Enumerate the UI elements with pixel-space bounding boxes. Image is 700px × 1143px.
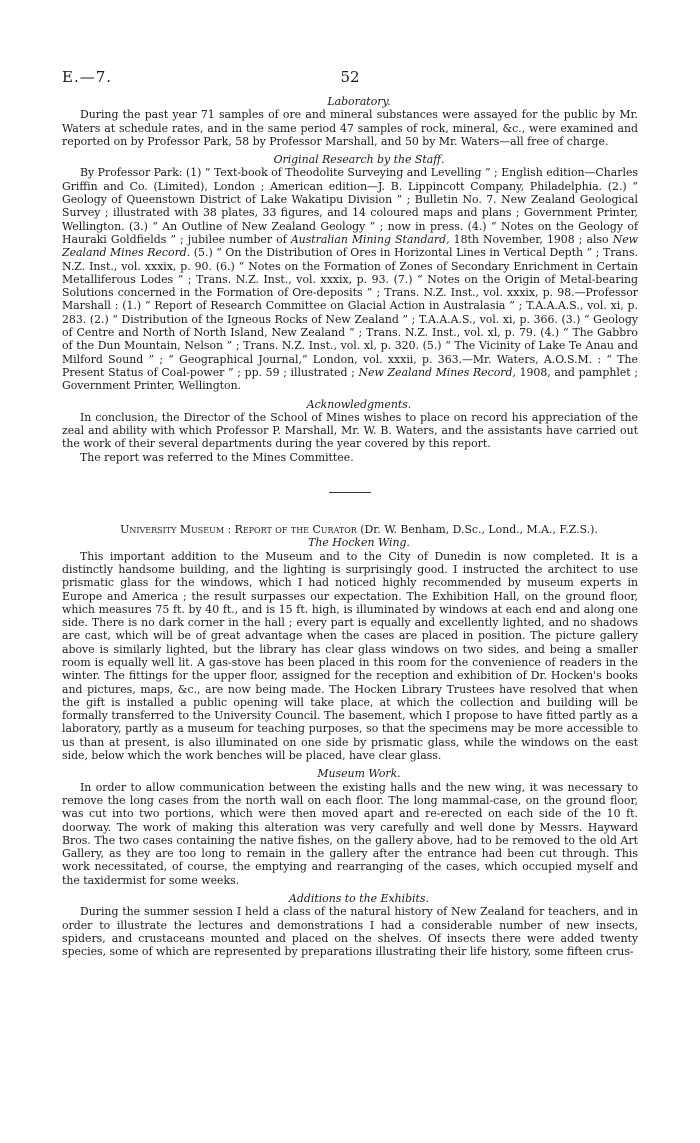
laboratory-heading: Laboratory.	[327, 95, 391, 108]
research-heading: Original Research by the Staff.	[273, 153, 445, 167]
hocken-wing-heading: The Hocken Wing.	[308, 536, 410, 550]
laboratory-paragraph: During the past year 71 samples of ore and mineral substances were assayed for the public by Mr. Waters at schedule rates, and in the same period 47 samples of rock, mineral, &c., were examined and reported on by Professor Park, 58 by Professor Marshall, and 50 by Mr. Waters—all free of charge.	[62, 108, 638, 148]
museum-report-title: University Museum : Report of the Curator (Dr. W. Benham, D.Sc., Lond., M.A., F.Z.S.).	[120, 523, 598, 537]
committee-paragraph: The report was referred to the Mines Committee.	[80, 450, 354, 464]
hocken-wing-paragraph: This important addition to the Museum and to the City of Dunedin is now completed. It is a distinctly handsome building, and the lighting is surprisingly good. I instructed the architect to use prismatic glass for the windows, which I had noticed highly recommended by museum experts in Europe and America ; the result surpasses our expectation. The Exhibition Hall, on the ground floor, which measures 75 ft. by 40 ft., and is 15 ft. high, is illuminated by windows at each end and along one side. There is no dark corner in the hall ; every part is equally and excellently lighted, and no shadows are cast, which will be of great advantage when the cases are placed in position. The picture gallery above is similarly lighted, but the library has clear glass windows on two sides, and being a smaller room is equally well lit. A gas-stove has been placed in this room for the convenience of readers in the winter. The fittings for the upper floor, assigned for the reception and exhibition of Dr. Hocken's books and pictures, maps, &c., are now being made. The Hocken Library Trustees have resolved that when the gift is installed a public opening will take place, at which the collection and building will be formally transferred to the University Council. The basement, which I propose to have fitted partly as a laboratory, partly as a museum for teaching purposes, so that the specimens may be more accessible to us than at present, is also illuminated on one side by prismatic glass, while the windows on the east side, below which the work benches will be placed, have clear glass.	[62, 549, 638, 763]
report-code: E.—7.	[62, 68, 113, 86]
page-number: 52	[340, 68, 360, 86]
museum-work-paragraph: In order to allow communication between the existing halls and the new wing, it was necessary to remove the long cases from the north wall on each floor. The long mammal-case, on the ground floor, was cut into two portions, which were then moved apart and re-erected on each side of the 10 ft. doorway. The work of making this alteration was very carefully and well done by Messrs. Hayward Bros. The two cases containing the native fishes, on the gallery above, had to be removed to the old Art Gallery, as they are too long to remain in the gallery after the entrance had been cut through. This work necessitated, of course, the emptying and rearranging of the cases, which occupied myself and the taxidermist for some weeks.	[62, 780, 638, 887]
acknowledgments-heading: Acknowledgments.	[306, 397, 412, 411]
page-header	[62, 68, 638, 90]
museum-work-heading: Museum Work.	[317, 767, 401, 781]
acknowledgments-paragraph: In conclusion, the Director of the School of Mines wishes to place on record his appreciation of the zeal and ability with which Professor P. Marshall, Mr. W. B. Waters, and the assistants have carried out the work of their several departments during the year covered by this report.	[62, 410, 638, 451]
research-paragraph: By Professor Park: (1) “ Text-book of Theodolite Surveying and Levelling ” ; English edition—Charles Griffin and Co. (Limited), London ; American edition—J. B. Lippincott Company, Philadelphia. (2.) “ Geology of Queenstown District of Lake Wakatipu Division ” ; Bulletin No. 7. New Zealand Geological Survey ; illustrated with 38 plates, 33 figures, and 14 coloured maps and plans ; Government Printer, Wellington. (3.) “ An Outline of New Zealand Geology ” ; now in press. (4.) “ Notes on the Geology of Hauraki Goldfields ” ; jubilee number of Australian Mining Standard, 18th November, 1908 ; also New Zealand Mines Record. (5.) “ On the Distribution of Ores in Horizontal Lines in Vertical Depth ” ; Trans. N.Z. Inst., vol. xxxix, p. 90. (6.) “ Notes on the Formation of Zones of Secondary Enrichment in Certain Metalliferous Lodes ” ; Trans. N.Z. Inst., vol. xxxix, p. 93. (7.) “ Notes on the Origin of Metal-bearing Solutions concerned in the Formation of Ore-deposits ” ; Trans. N.Z. Inst., vol. xxxix, p. 98.—Professor Marshall : (1.) “ Report of Research Committee on Glacial Action in Australasia ” ; T.A.A.A.S., vol. xi, p. 283. (2.) “ Distribution of the Igneous Rocks of New Zealand ” ; T.A.A.A.S., vol. xi, p. 366. (3.) “ Geology of Centre and North of North Island, New Zealand ” ; Trans. N.Z. Inst., vol. xl, p. 79. (4.) “ The Gabbro of the Dun Mountain, Nelson ” ; Trans. N.Z. Inst., vol. xl, p. 320. (5.) “ The Vicinity of Lake Te Anau and Milford Sound ” ; “ Geographical Journal,” London, vol. xxxii, p. 363.—Mr. Waters, A.O.S.M. : “ The Present Status of Coal-power ” ; pp. 59 ; illustrated ; New Zealand Mines Record, 1908, and pamphlet ; Government Printer, Wellington.	[62, 166, 638, 393]
document-page	[62, 68, 638, 959]
additions-heading: Additions to the Exhibits.	[289, 892, 429, 906]
additions-paragraph: During the summer session I held a class of the natural history of New Zealand for teachers, and in order to illustrate the lectures and demonstrations I had a considerable number of new insects, spiders, and crustaceans mounted and placed on the shelves. Of insects there were added twenty species, some of which are represented by preparations illustrating their life history, some fifteen crus-	[62, 905, 638, 959]
